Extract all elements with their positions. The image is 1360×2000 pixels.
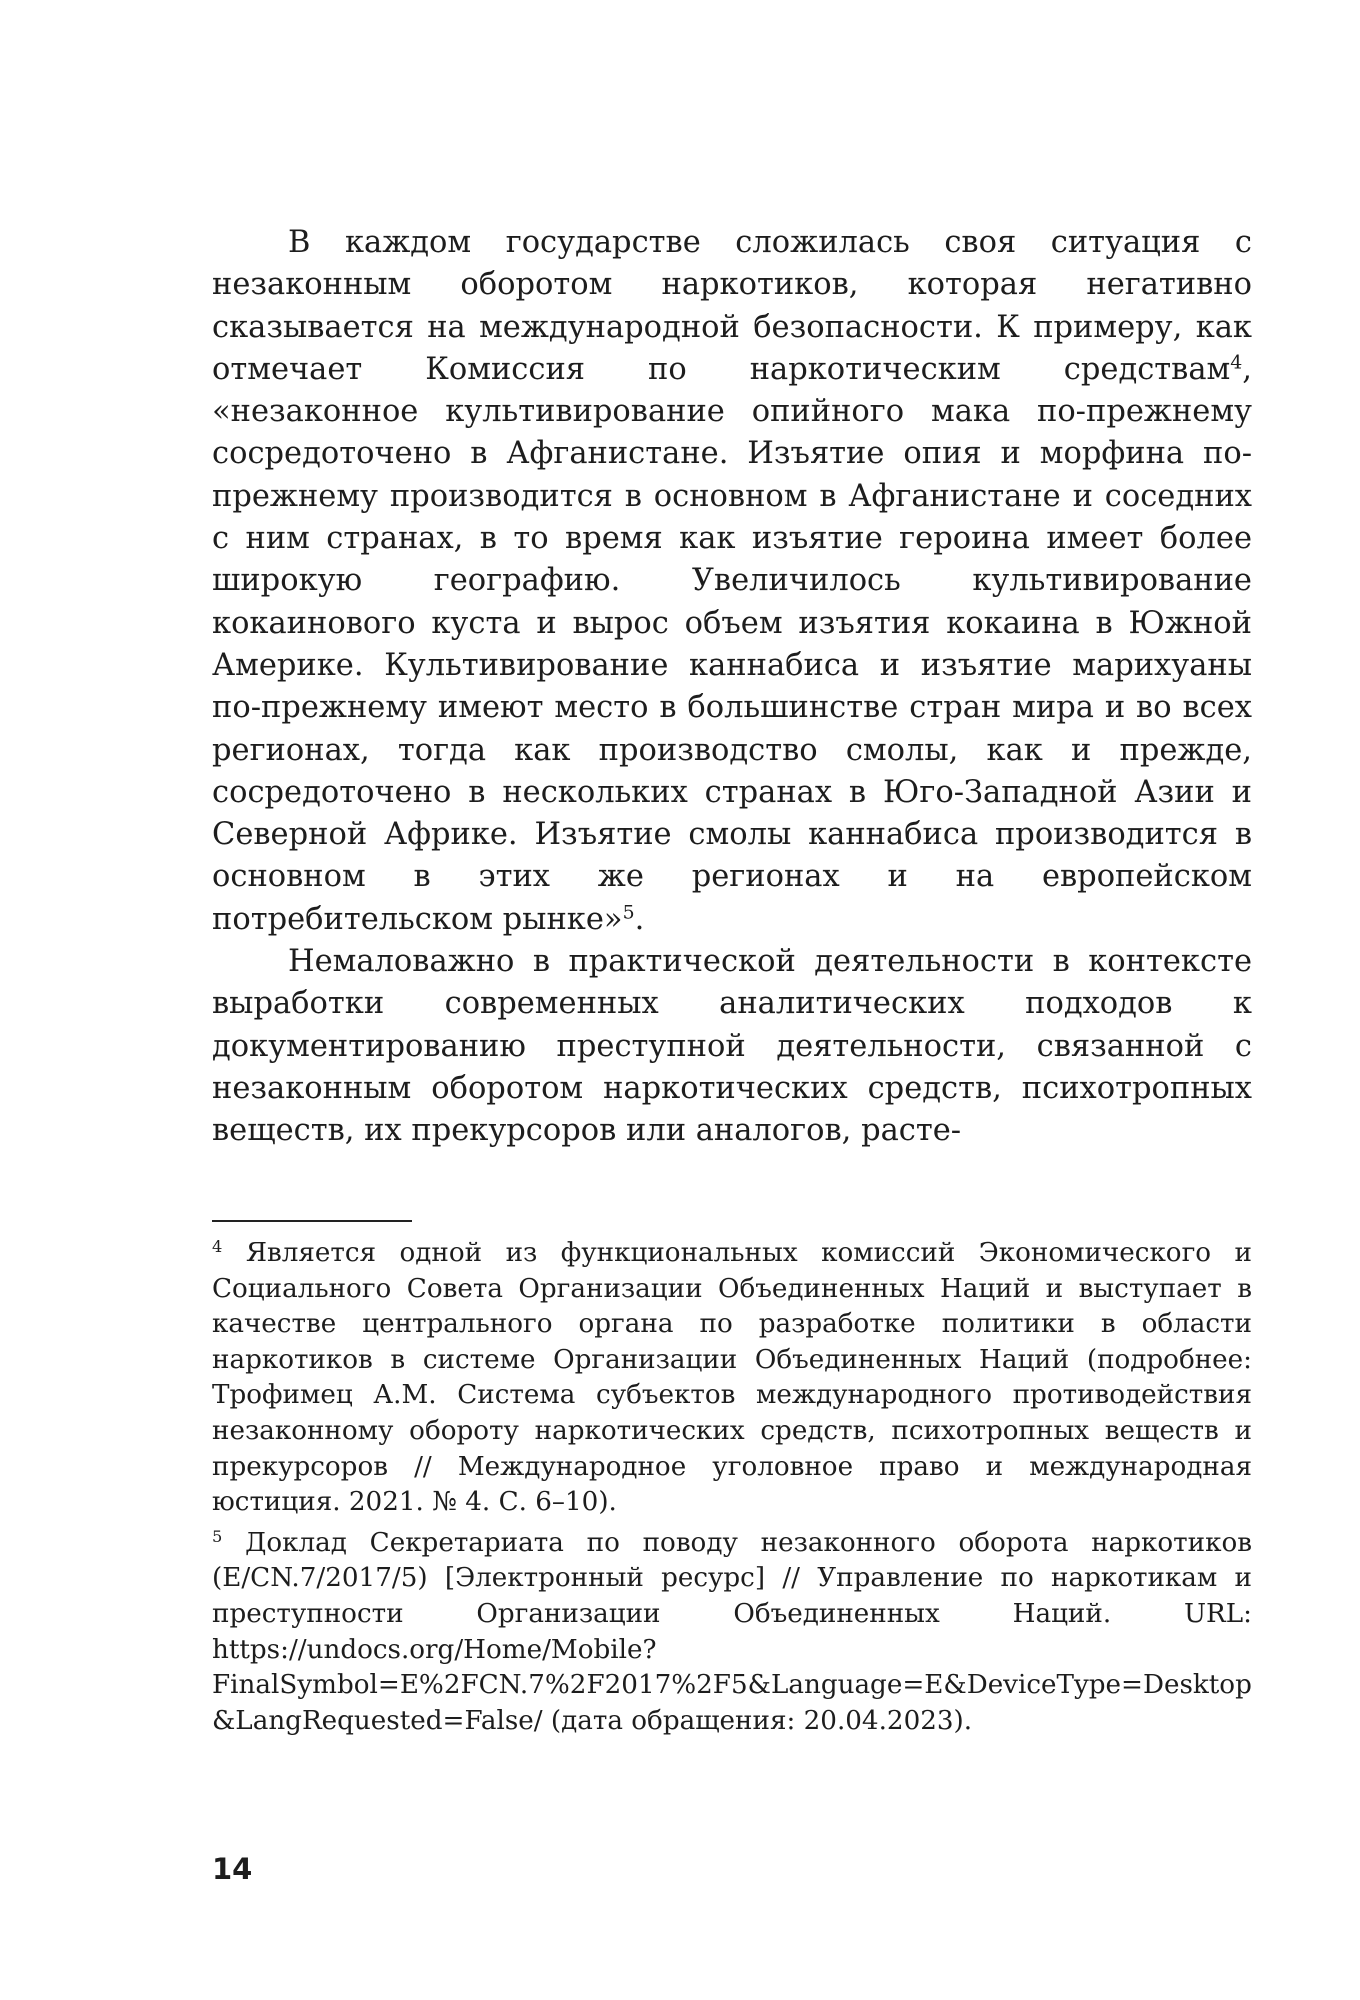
footnote-5 (212, 1526, 1252, 1740)
body-paragraph-2: Немаловажно в практической деятельности в контексте выработки современных аналитических подходов к документированию преступной деятельности, связанной с незаконным оборотом наркотических средств, психотропных веществ, их прекурсоров или аналогов, расте- (212, 944, 1252, 1149)
footnote-5-number: 5 (212, 1526, 223, 1546)
paragraph-1-text-part-3: . (634, 901, 645, 937)
footnote-5-text: Доклад Секретариата по поводу незаконного оборота наркотиков (E/CN.7/2017/5) [Электронный ресурс] // Управление по наркотикам и преступности Организации Объединенных Наций. URL: https://undocs.org/Home/Mobile?FinalSymbol=E%2FCN.7%2F2017%2F5&Language=E&DeviceType=Desktop&LangRequested=False/ (дата обращения: 20.04.2023). (212, 1527, 1252, 1736)
footnote-separator (212, 1220, 412, 1222)
page-number: 14 (212, 1852, 253, 1886)
paragraph-1-text-part-1: В каждом государстве сложилась своя ситуация с незаконным оборотом наркотиков, которая негативно сказывается на международной безопасности. К примеру, как отмечает Комиссия по наркотическим средствам (212, 225, 1252, 387)
main-text (212, 222, 1252, 1153)
footnote-4 (212, 1236, 1252, 1521)
footnote-4-number: 4 (212, 1237, 223, 1257)
footnote-reference-5: 5 (622, 901, 635, 924)
footnote-reference-4: 4 (1230, 351, 1243, 374)
paragraph-1-text-part-2: , «незаконное культивирование опийного мака по-прежнему сосредоточено в Афганистане. Изъятие опия и морфина по-прежнему производится в основном в Афганистане и соседних с ним странах, в то время как изъятие героина имеет более широкую географию. Увеличилось культивирование кокаинового куста и вырос объем изъятия кокаина в Южной Америке. Культивирование каннабиса и изъятие марихуаны по-прежнему имеют место в большинстве стран мира и во всех регионах, тогда как производство смолы, как и прежде, сосредоточено в нескольких странах в Юго-Западной Азии и Северной Африке. Изъятие смолы каннабиса производится в основном в этих же регионах и на европейском потребительском рынке» (212, 351, 1252, 937)
footnote-4-text: Является одной из функциональных комиссий Экономического и Социального Совета Организации Объединенных Наций и выступает в качестве центрального органа по разработке политики в области наркотиков в системе Организации Объединенных Наций (подробнее: Трофимец А.М. Система субъектов международного противодействия незаконному обороту наркотических средств, психотропных веществ и прекурсоров // Международное уголовное право и международная юстиция. 2021. № 4. С. 6–10). (212, 1238, 1252, 1518)
footnotes (212, 1236, 1252, 1744)
body-paragraph-1 (212, 222, 1252, 941)
